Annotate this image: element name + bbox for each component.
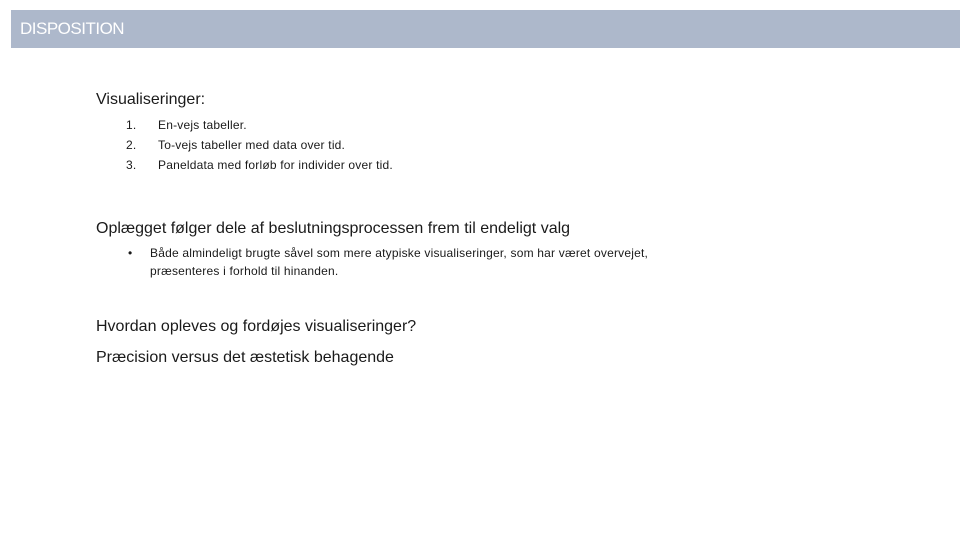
list-item-text: To-vejs tabeller med data over tid.: [158, 138, 346, 152]
list-item-number: 2.: [126, 138, 137, 152]
hvordan-heading: Hvordan opleves og fordøjes visualiseringer?: [96, 318, 417, 335]
bullet-item: [126, 244, 666, 280]
list-item-text: Paneldata med forløb for individer over tid.: [158, 158, 393, 172]
title-bar: [11, 10, 960, 48]
list-item-number: 3.: [126, 158, 137, 172]
praecision-heading: Præcision versus det æstetisk behagende: [96, 349, 394, 366]
slide-title: DISPOSITION: [20, 19, 125, 38]
list-item-text: En-vejs tabeller.: [158, 118, 247, 132]
bullet-text: Både almindeligt brugte såvel som mere atypiske visualiseringer, som har været overvejet, præsenteres i forhold til hinanden.: [150, 246, 649, 278]
visualiseringer-heading: Visualiseringer:: [96, 91, 206, 108]
oplaeg-heading: Oplægget følger dele af beslutningsprocessen frem til endeligt valg: [96, 220, 571, 237]
bullet-icon: •: [128, 246, 133, 260]
list-item-number: 1.: [126, 118, 137, 132]
